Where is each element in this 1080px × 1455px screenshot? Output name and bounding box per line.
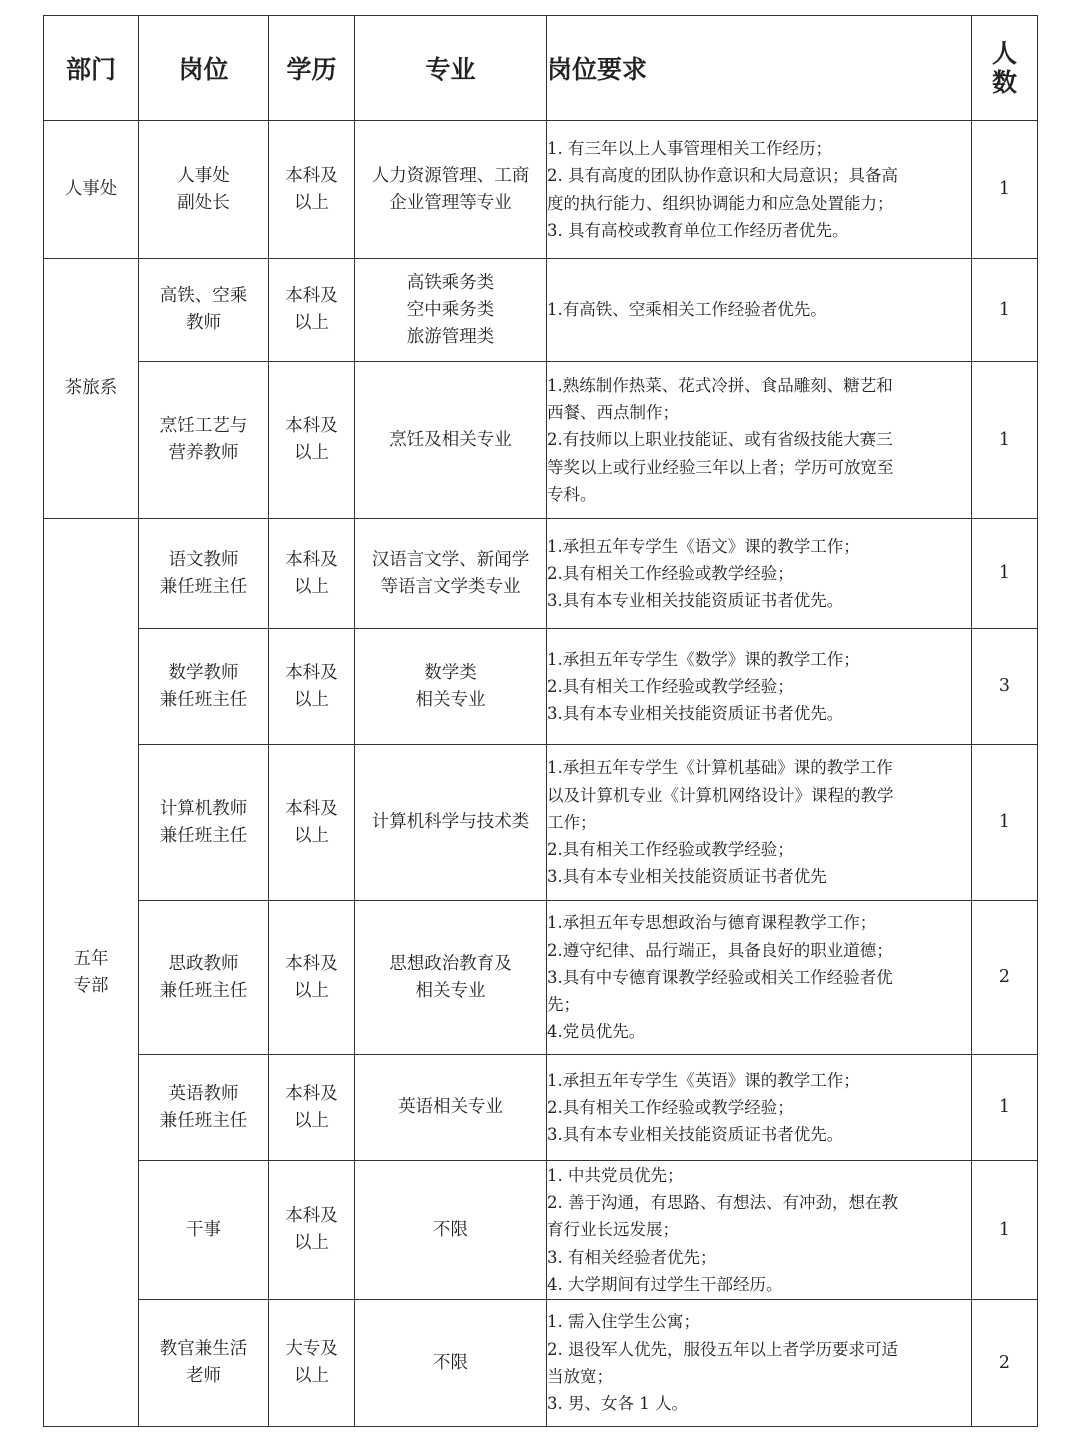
requirements-cell	[547, 901, 972, 1055]
major-cell	[355, 1300, 547, 1427]
position-line: 副处长	[177, 192, 230, 213]
major-line: 不限	[433, 1219, 468, 1240]
education-line: 本科及	[285, 165, 338, 186]
education-line: 以上	[294, 443, 329, 463]
requirement-line: 1.承担五年专学生《英语》课的教学工作；	[547, 1070, 860, 1090]
requirement-line: 以及计算机专业《计算机网络设计》课程的教学	[547, 785, 894, 805]
requirements-cell	[547, 519, 972, 629]
requirement-line: 4. 大学期间有过学生干部经历。	[547, 1274, 783, 1294]
education-cell	[269, 259, 355, 362]
education-cell	[269, 519, 355, 629]
requirements-cell	[547, 362, 972, 519]
position-cell	[139, 1055, 269, 1161]
education-line: 大专及	[285, 1339, 338, 1359]
requirements-cell	[547, 629, 972, 745]
major-cell	[355, 745, 547, 901]
table-row	[44, 259, 1038, 362]
major-line: 企业管理等专业	[389, 192, 512, 213]
education-cell	[269, 1300, 355, 1427]
position-line: 语文教师	[168, 549, 239, 570]
education-line: 本科及	[285, 798, 338, 819]
position-line: 计算机教师	[159, 798, 248, 819]
requirement-line: 2.有技师以上职业技能证、或有省级技能大赛三	[547, 430, 893, 450]
position-line: 干事	[186, 1219, 221, 1240]
education-cell	[269, 121, 355, 259]
major-line: 相关专业	[415, 980, 486, 1001]
position-line: 兼任班主任	[159, 825, 248, 846]
education-line: 以上	[294, 576, 329, 597]
dept-line: 专部	[73, 975, 109, 996]
education-cell	[269, 362, 355, 519]
requirement-line: 1.有高铁、空乘相关工作经验者优先。	[547, 300, 827, 320]
requirement-line: 3.具有本专业相关技能资质证书者优先。	[547, 1125, 844, 1145]
education-cell	[269, 745, 355, 901]
position-line: 老师	[186, 1366, 221, 1386]
requirement-line: 2.遵守纪律、品行端正，具备良好的职业道德；	[547, 940, 893, 960]
major-line: 人力资源管理、工商	[371, 165, 530, 186]
education-cell	[269, 901, 355, 1055]
table-row	[44, 629, 1038, 745]
count-cell: 3	[972, 629, 1038, 745]
major-line: 相关专业	[415, 689, 486, 710]
position-line: 英语教师	[168, 1083, 239, 1104]
dept-cell	[44, 519, 139, 1427]
requirement-line: 1. 需入住学生公寓；	[547, 1312, 700, 1332]
count-cell: 1	[972, 259, 1038, 362]
education-line: 以上	[294, 689, 329, 710]
job-table	[43, 15, 1038, 1427]
education-line: 本科及	[285, 953, 338, 974]
header-row	[44, 16, 1038, 121]
education-line: 本科及	[285, 416, 338, 436]
education-line: 以上	[294, 313, 329, 333]
requirement-line: 4.党员优先。	[547, 1022, 646, 1042]
education-line: 以上	[294, 1233, 329, 1253]
count-cell: 1	[972, 1055, 1038, 1161]
requirement-line: 先；	[547, 995, 580, 1015]
position-cell	[139, 1300, 269, 1427]
requirement-line: 当放宽；	[547, 1367, 613, 1386]
position-line: 兼任班主任	[159, 576, 248, 597]
major-cell	[355, 1055, 547, 1161]
requirement-line: 2. 具有高度的团队协作意识和大局意识；具备高	[547, 166, 898, 186]
count-cell: 2	[972, 1300, 1038, 1427]
position-line: 营养教师	[168, 443, 239, 463]
education-line: 以上	[294, 980, 329, 1001]
header-dept: 部门	[44, 16, 139, 121]
header-education: 学历	[269, 16, 355, 121]
header-requirements: 岗位要求	[547, 16, 972, 121]
position-line: 兼任班主任	[159, 1110, 248, 1131]
table-row	[44, 121, 1038, 259]
table-row	[44, 1300, 1038, 1427]
requirement-line: 工作；	[547, 812, 597, 832]
education-line: 以上	[294, 825, 329, 846]
requirement-line: 1.承担五年专思想政治与德育课程教学工作；	[547, 913, 877, 933]
major-cell	[355, 362, 547, 519]
position-cell	[139, 629, 269, 745]
requirement-line: 1. 有三年以上人事管理相关工作经历；	[547, 138, 832, 158]
requirements-cell	[547, 1300, 972, 1427]
education-line: 本科及	[285, 662, 338, 683]
requirement-line: 2. 退役军人优先，服役五年以上者学历要求可适	[547, 1339, 898, 1359]
requirement-line: 育行业长远发展；	[547, 1220, 679, 1240]
requirement-line: 3. 有相关经验者优先；	[547, 1247, 717, 1267]
major-line: 旅游管理类	[406, 326, 495, 347]
major-line: 空中乘务类	[406, 299, 495, 320]
count-cell: 1	[972, 519, 1038, 629]
position-cell	[139, 1161, 269, 1300]
position-cell	[139, 901, 269, 1055]
education-line: 本科及	[285, 1206, 338, 1226]
header-count-line2: 数	[991, 68, 1017, 97]
requirement-line: 度的执行能力、组织协调能力和应急处置能力；	[547, 193, 894, 213]
requirement-line: 2.具有相关工作经验或教学经验；	[547, 840, 794, 860]
dept-cell: 人事处	[44, 121, 139, 259]
education-line: 本科及	[285, 549, 338, 570]
requirements-cell	[547, 121, 972, 259]
position-line: 兼任班主任	[159, 689, 248, 710]
education-line: 本科及	[285, 286, 338, 306]
position-cell	[139, 745, 269, 901]
major-cell	[355, 629, 547, 745]
dept-line: 五年	[73, 948, 109, 969]
table-row	[44, 362, 1038, 519]
header-major: 专业	[355, 16, 547, 121]
position-cell	[139, 121, 269, 259]
requirement-line: 2.具有相关工作经验或教学经验；	[547, 676, 794, 696]
header-count-line1: 人	[991, 39, 1017, 68]
requirement-line: 1.承担五年专学生《语文》课的教学工作；	[547, 536, 860, 556]
major-line: 不限	[433, 1352, 468, 1373]
major-cell	[355, 519, 547, 629]
position-line: 教师	[186, 313, 221, 333]
education-cell	[269, 1055, 355, 1161]
table-row	[44, 1161, 1038, 1300]
count-cell: 1	[972, 1161, 1038, 1300]
requirement-line: 1. 中共党员优先；	[547, 1165, 684, 1185]
requirements-cell	[547, 1055, 972, 1161]
requirement-line: 3.具有本专业相关技能资质证书者优先。	[547, 591, 844, 611]
requirement-line: 2. 善于沟通，有思路、有想法、有冲劲，想在教	[547, 1193, 898, 1213]
major-line: 思想政治教育及	[389, 953, 512, 974]
count-cell: 1	[972, 745, 1038, 901]
requirement-line: 3.具有中专德育课教学经验或相关工作经验者优	[547, 967, 893, 987]
requirement-line: 等奖以上或行业经验三年以上者；学历可放宽至	[547, 457, 894, 477]
major-cell	[355, 1161, 547, 1300]
requirement-line: 西餐、西点制作；	[547, 403, 679, 423]
position-cell	[139, 362, 269, 519]
requirement-line: 3. 具有高校或教育单位工作经历者优先。	[547, 220, 849, 240]
major-line: 汉语言文学、新闻学	[371, 549, 530, 570]
education-line: 本科及	[285, 1083, 338, 1104]
major-cell	[355, 121, 547, 259]
header-count	[972, 16, 1038, 121]
table-row	[44, 745, 1038, 901]
major-line: 数学类	[424, 662, 477, 683]
major-line: 烹饪及相关专业	[389, 429, 512, 450]
major-cell	[355, 901, 547, 1055]
position-line: 数学教师	[168, 662, 239, 683]
major-line: 英语相关专业	[398, 1097, 503, 1117]
count-cell: 2	[972, 901, 1038, 1055]
position-line: 兼任班主任	[159, 980, 248, 1001]
requirements-cell	[547, 259, 972, 362]
requirements-cell	[547, 1161, 972, 1300]
major-cell	[355, 259, 547, 362]
education-cell	[269, 1161, 355, 1300]
dept-cell: 茶旅系	[44, 259, 139, 519]
requirement-line: 3.具有本专业相关技能资质证书者优先	[547, 867, 827, 887]
requirement-line: 专科。	[547, 484, 597, 504]
major-line: 等语言文学类专业	[380, 576, 521, 597]
position-cell	[139, 259, 269, 362]
position-line: 人事处	[177, 165, 230, 186]
major-line: 高铁乘务类	[406, 272, 495, 293]
header-position: 岗位	[139, 16, 269, 121]
requirement-line: 3.具有本专业相关技能资质证书者优先。	[547, 704, 844, 724]
education-line: 以上	[294, 192, 329, 213]
table-row	[44, 519, 1038, 629]
education-line: 以上	[294, 1110, 329, 1131]
requirement-line: 1.承担五年专学生《数学》课的教学工作；	[547, 649, 860, 669]
position-line: 高铁、空乘	[159, 286, 248, 306]
education-cell	[269, 629, 355, 745]
position-cell	[139, 519, 269, 629]
count-cell: 1	[972, 121, 1038, 259]
requirement-line: 2.具有相关工作经验或教学经验；	[547, 563, 794, 583]
table-row	[44, 901, 1038, 1055]
requirement-line: 1.熟练制作热菜、花式冷拼、食品雕刻、糖艺和	[547, 375, 893, 395]
table-row	[44, 1055, 1038, 1161]
count-cell: 1	[972, 362, 1038, 519]
position-line: 烹饪工艺与	[159, 416, 248, 436]
requirement-line: 3. 男、女各 1 人。	[547, 1394, 688, 1414]
education-line: 以上	[294, 1366, 329, 1386]
requirement-line: 2.具有相关工作经验或教学经验；	[547, 1097, 794, 1117]
requirements-cell	[547, 745, 972, 901]
position-line: 思政教师	[168, 953, 239, 974]
requirement-line: 1.承担五年专学生《计算机基础》课的教学工作	[547, 758, 893, 778]
position-line: 教官兼生活	[159, 1339, 248, 1359]
major-line: 计算机科学与技术类	[371, 812, 530, 832]
